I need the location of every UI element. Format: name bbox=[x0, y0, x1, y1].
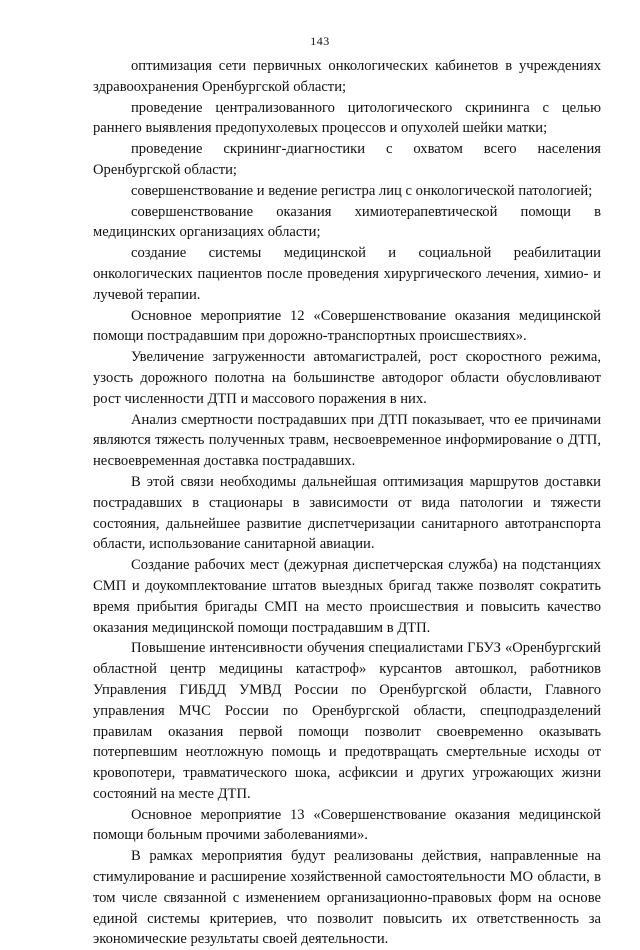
paragraph: В этой связи необходимы дальнейшая оптимизация маршрутов доставки пострадавших в стационары в зависимости от вида патологии и тяжести состояния, дальнейшее развитие диспетчеризации санитарного автотранспорта области, использование санитарной авиации. bbox=[93, 473, 601, 553]
paragraph: проведение скрининг-диагностики с охватом всего населения Оренбургской области; bbox=[93, 141, 601, 178]
paragraph: Повышение интенсивности обучения специалистами ГБУЗ «Оренбургский областной центр медицины катастроф» курсантов автошкол, работников Управления ГИБДД УМВД России по Оренбургской области, Главного управления МЧС России по Оренбургской области, спецподразделений правилам оказания первой помощи позволит своевременно оказывать потерпевшим неотложную помощь и предотвращать смертельные исходы от кровопотери, травматического шока, асфиксии и других угрожающих жизни состояний на месте ДТП. bbox=[93, 640, 601, 802]
paragraph: проведение централизованного цитологического скрининга с целью раннего выявления предопухолевых процессов и опухолей шейки матки; bbox=[93, 99, 601, 137]
paragraph: Анализ смертности пострадавших при ДТП показывает, что ее причинами являются тяжесть полученных травм, несвоевременное информирование о ДТП, несвоевременная доставка пострадавших. bbox=[93, 411, 601, 470]
paragraph: Увеличение загруженности автомагистралей, рост скоростного режима, узость дорожного полотна на большинстве автодорог области обусловливают рост численности ДТП и массового поражения в них. bbox=[93, 349, 601, 407]
paragraph: совершенствование и ведение регистра лиц с онкологической патологией; bbox=[131, 182, 593, 199]
paragraph: В рамках мероприятия будут реализованы действия, направленные на стимулирование и расширение хозяйственной самостоятельности МО области, в том числе связанной с изменением организационно-правовых форм на основе единой системы критериев, что позволит повысить их ответственность за экономические результаты своей деятельности. bbox=[93, 848, 601, 948]
paragraph: создание системы медицинской и социальной реабилитации онкологических пациентов после проведения хирургического лечения, химио- и лучевой терапии. bbox=[93, 245, 601, 303]
paragraph: Создание рабочих мест (дежурная диспетчерская служба) на подстанциях СМП и доукомплектование штатов выездных бригад также позволят сократить время прибытия бригады СМП на место происшествия и повысить качество оказания медицинской помощи пострадавшим в ДТП. bbox=[93, 557, 601, 636]
body-text bbox=[93, 56, 601, 950]
page-number: 143 bbox=[310, 34, 330, 48]
section-heading-paragraph: Основное мероприятие 13 «Совершенствование оказания медицинской помощи больным прочими заболеваниями». bbox=[93, 806, 601, 844]
paragraph: оптимизация сети первичных онкологических кабинетов в учреждениях здравоохранения Оренбургской области; bbox=[93, 58, 601, 95]
section-heading-paragraph: Основное мероприятие 12 «Совершенствование оказания медицинской помощи пострадавшим при дорожно-транспортных происшествиях». bbox=[93, 307, 601, 345]
paragraph: совершенствование оказания химиотерапевтической помощи в медицинских организациях области; bbox=[93, 203, 601, 241]
